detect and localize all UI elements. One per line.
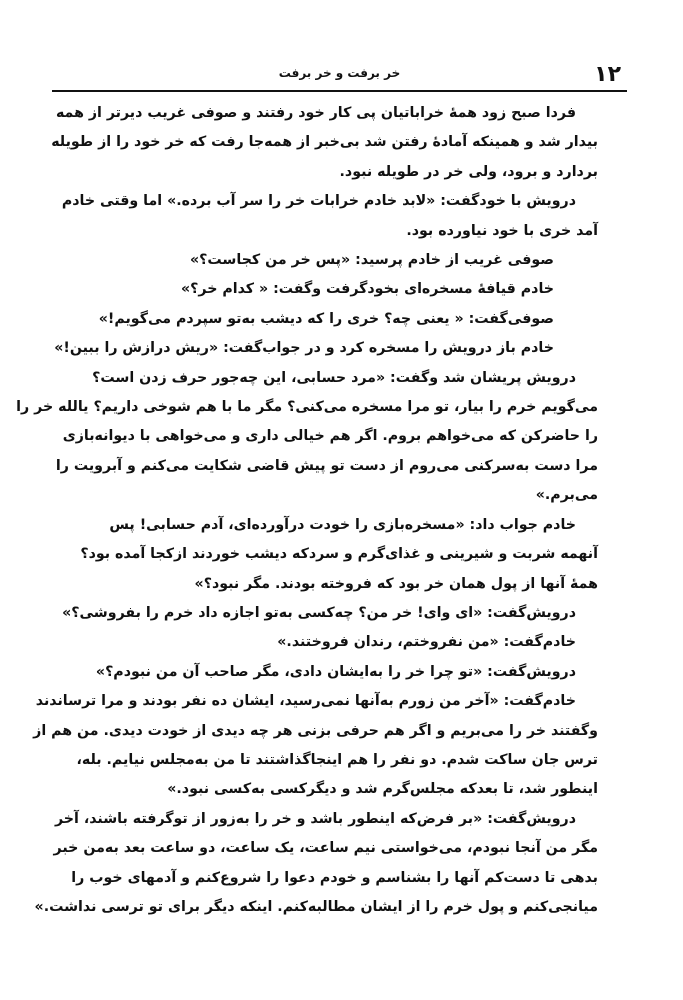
text-line: می‌گویم خرم را بیار، تو مرا مسخره می‌کنی؟ مگر ما با هم شوخی داریم؟ یالله خر را [16, 399, 598, 416]
text-line: خادم‌گفت: «آخر من زورم به‌آنها نمی‌رسید، ایشان ده نفر بودند و مرا ترساندند [35, 693, 576, 710]
text-line: همهٔ آنها از پول همان خر بود که فروخته بودند. مگر نبود؟» [194, 575, 598, 592]
text-line: مرا دست به‌سرکنی می‌روم از دست تو پیش قاضی شکایت می‌کنم و آبرویت را [55, 457, 598, 474]
page-header [52, 58, 627, 92]
body-text [16, 99, 598, 922]
text-line: درویش پریشان شد وگفت: «مرد حسابی، این چه‌جور حرف زدن است؟ [92, 369, 576, 386]
text-line: وگفتند خر را می‌بریم و اگر هم حرفی بزنی هر چه دیدی از خودت دیدی. من هم از [33, 722, 598, 739]
text-line: بیدار شد و همینکه آمادهٔ رفتن شد بی‌خبر از همه‌جا رفت که خر خود را از طویله [51, 134, 598, 151]
page-number: ١٢ [594, 62, 621, 87]
text-line: خادم قیافهٔ مسخره‌ای بخودگرفت وگفت: « کدام خر؟» [180, 281, 554, 298]
text-line: فردا صبح زود همهٔ خراباتیان پی کار خود رفتند و صوفی غریب دیرتر از همه [55, 105, 576, 121]
text-line: آمد خری با خود نیاورده بود. [406, 222, 598, 239]
text-line: درویش‌گفت: «تو چرا خر را به‌ایشان دادی، مگر صاحب آن من نبودم؟» [95, 663, 576, 680]
text-line: میانجی‌کنم و پول خرم را از ایشان مطالبه‌کنم. اینکه دیگر برای تو ترسی نداشت.» [34, 898, 598, 915]
text-line: بدهی تا دست‌کم آنها را بشناسم و خودم دعوا را شروع‌کنم و آدمهای خوب را [71, 869, 598, 886]
text-line: بردارد و برود، ولی خر در طویله نبود. [339, 163, 598, 180]
text-line: صوفی غریب از خادم پرسید: «پس خر من کجاست؟» [190, 252, 554, 269]
text-line: صوفی‌گفت: « یعنی چه؟ خری را که دیشب به‌تو سپردم می‌گویم!» [98, 310, 554, 327]
text-line: ترس جان ساکت شدم. دو نفر را هم اینجاگذاشتند تا من به‌مجلس نیایم. بله، [76, 751, 598, 768]
text-line: خادم باز درویش را مسخره کرد و در جواب‌گفت: «ریش درازش را ببین!» [54, 340, 554, 357]
running-title: خر برفت و خر برفت [278, 66, 401, 80]
text-line: درویش‌گفت: «ای وای! خر من؟ چه‌کسی به‌تو اجازه داد خرم را بفروشی؟» [62, 604, 576, 621]
text-line: اینطور شد، تا بعدکه مجلس‌گرم شد و دیگرکسی به‌کسی نبود.» [167, 781, 598, 798]
text-line: خادم جواب داد: «مسخره‌بازی را خودت درآورده‌ای، آدم حسابی! پس [109, 516, 576, 533]
text-line: می‌برم.» [535, 487, 598, 504]
text-line: درویش‌گفت: «بر فرض‌که اینطور باشد و خر را به‌زور از توگرفته باشند، آخر [54, 810, 576, 827]
text-line: درویش با خودگفت: «لابد خادم خرابات خر را سر آب برده.» اما وقتی خادم [61, 193, 576, 210]
text-line: را حاضرکن که می‌خواهم بروم. اگر هم خیالی داری و می‌خواهی با دیوانه‌بازی [62, 428, 598, 445]
text-line: خادم‌گفت: «من نفروختم، رندان فروختند.» [277, 634, 576, 651]
text-line: آنهمه شربت و شیرینی و غذای‌گرم و سردکه دیشب خوردند ازکجا آمده بود؟ [80, 546, 598, 563]
text-line: مگر من آنجا نبودم، می‌خواستی نیم ساعت، یک ساعت، دو ساعت بعد به‌من خبر [53, 840, 598, 857]
